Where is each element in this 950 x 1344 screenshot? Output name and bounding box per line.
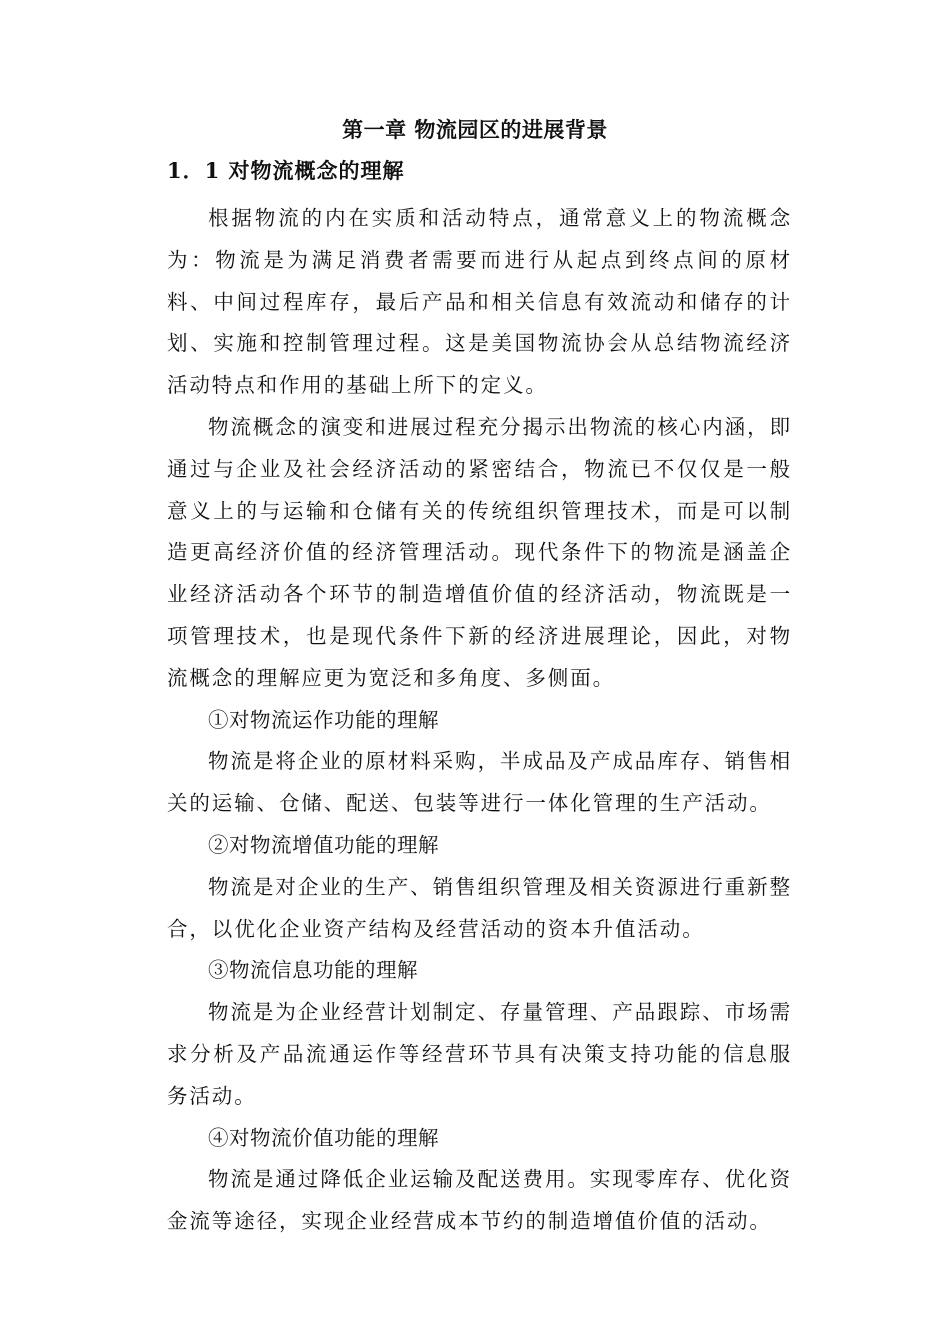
subheading-value-added-function: ②对物流增值功能的理解 — [208, 832, 439, 857]
paragraph-definition: 根据物流的内在实质和活动特点，通常意义上的物流概念为：物流是为满足消费者需要而进行从起点到终点间的原材料、中间过程库存，最后产品和相关信息有效流动和储存的计划、实施和控制管理过程。这是美国物流协会从总结物流经济活动特点和作用的基础上所下的定义。 — [167, 206, 792, 398]
subheading-value-function: ④对物流价值功能的理解 — [208, 1125, 439, 1150]
paragraph-value-function: 物流是通过降低企业运输及配送费用。实现零库存、优化资金流等途径，实现企业经营成本节约的制造增值价值的活动。 — [167, 1167, 792, 1234]
paragraph-evolution: 物流概念的演变和进展过程充分揭示出物流的核心内涵，即通过与企业及社会经济活动的紧密结合，物流已不仅仅是一般意义上的与运输和仓储有关的传统组织管理技术，而是可以制造更高经济价值的经济管理活动。现代条件下的物流是涵盖企业经济活动各个环节的制造增值价值的经济活动，物流既是一项管理技术，也是现代条件下新的经济进展理论，因此，对物流概念的理解应更为宽泛和多角度、多侧面。 — [167, 414, 792, 690]
paragraph-information-function: 物流是为企业经营计划制定、存量管理、产品跟踪、市场需求分析及产品流通运作等经营环节具有决策支持功能的信息服务活动。 — [167, 1000, 792, 1108]
section-title: 1．1 对物流概念的理解 — [167, 158, 405, 183]
chapter-title: 第一章 物流园区的进展背景 — [342, 117, 608, 142]
document-body — [167, 198, 792, 1243]
paragraph-value-added-function: 物流是对企业的生产、销售组织管理及相关资源进行重新整合，以优化企业资产结构及经营活动的资本升值活动。 — [167, 874, 792, 941]
paragraph-operation-function: 物流是将企业的原材料采购，半成品及产成品库存、销售相关的运输、仓储、配送、包装等进行一体化管理的生产活动。 — [167, 749, 792, 816]
subheading-operation-function: ①对物流运作功能的理解 — [208, 707, 439, 732]
subheading-information-function: ③物流信息功能的理解 — [208, 958, 418, 983]
